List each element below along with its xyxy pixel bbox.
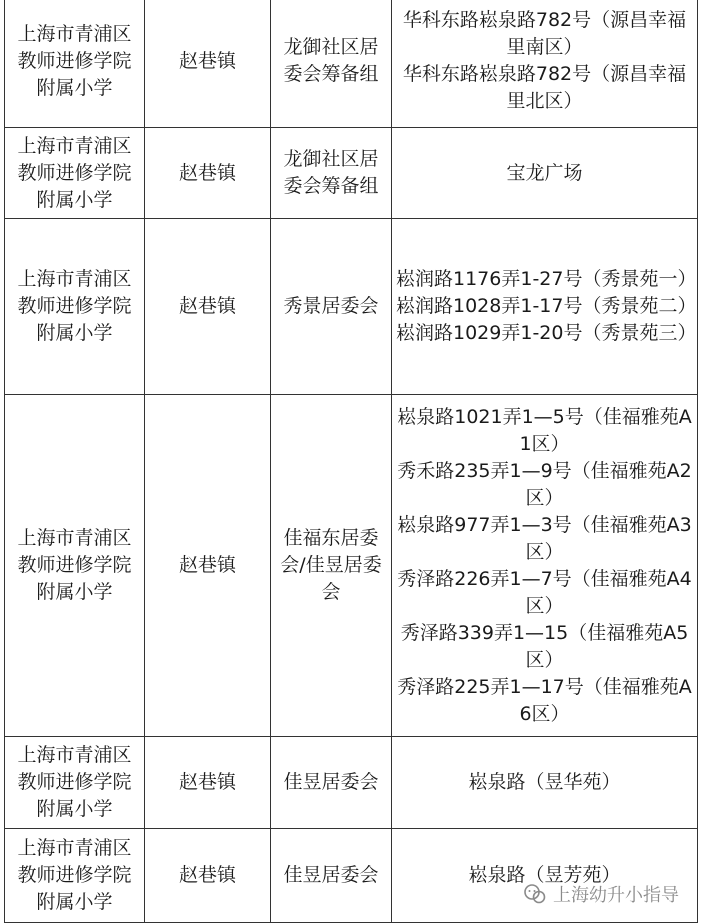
address-line: 崧润路1028弄1-17号（秀景苑二） xyxy=(396,295,697,317)
table-row xyxy=(5,128,698,219)
address-line: 宝龙广场 xyxy=(506,161,583,184)
wechat-official-account-icon xyxy=(523,883,547,905)
table-row xyxy=(5,395,698,737)
town-cell: 赵巷镇 xyxy=(145,737,271,829)
watermark-text: 上海幼升小指导 xyxy=(553,885,679,906)
committee-cell: 佳昱居委会 xyxy=(271,829,392,923)
town-cell: 赵巷镇 xyxy=(145,0,271,128)
address-cell xyxy=(392,395,698,737)
school-cell: 上海市青浦区教师进修学院附属小学 xyxy=(5,737,145,829)
address-line: 崧泉路（昱芳苑） xyxy=(468,864,621,886)
address-line: 秀禾路235弄1—9号（佳福雅苑A2区） xyxy=(397,459,692,509)
school-cell: 上海市青浦区教师进修学院附属小学 xyxy=(5,0,145,128)
town-cell: 赵巷镇 xyxy=(145,395,271,737)
town-cell: 赵巷镇 xyxy=(145,829,271,923)
address-cell xyxy=(392,0,698,128)
address-line: 秀泽路225弄1—17号（佳福雅苑A6区） xyxy=(397,675,692,725)
address-cell xyxy=(392,128,698,219)
school-cell: 上海市青浦区教师进修学院附属小学 xyxy=(5,829,145,923)
address-line: 秀泽路339弄1—15（佳福雅苑A5区） xyxy=(400,621,689,671)
address-line: 崧润路1176弄1-27号（秀景苑一） xyxy=(396,268,697,290)
address-line: 华科东路崧泉路782号（源昌幸福里南区） xyxy=(402,9,687,58)
address-cell xyxy=(392,219,698,395)
school-cell: 上海市青浦区教师进修学院附属小学 xyxy=(5,395,145,737)
committee-cell: 秀景居委会 xyxy=(271,219,392,395)
town-cell: 赵巷镇 xyxy=(145,219,271,395)
town-cell: 赵巷镇 xyxy=(145,128,271,219)
address-line: 崧泉路（昱华苑） xyxy=(468,771,621,793)
address-line: 崧泉路977弄1—3号（佳福雅苑A3区） xyxy=(397,513,692,563)
table-row xyxy=(5,219,698,395)
address-cell xyxy=(392,829,698,923)
table-row xyxy=(5,0,698,128)
address-line: 崧润路1029弄1-20号（秀景苑三） xyxy=(396,322,697,344)
watermark xyxy=(523,880,679,908)
committee-cell: 龙御社区居委会筹备组 xyxy=(271,0,392,128)
address-line: 秀泽路226弄1—7号（佳福雅苑A4区） xyxy=(397,567,692,617)
school-cell: 上海市青浦区教师进修学院附属小学 xyxy=(5,219,145,395)
committee-cell: 佳昱居委会 xyxy=(271,737,392,829)
address-line: 华科东路崧泉路782号（源昌幸福里北区） xyxy=(402,63,687,112)
table-row xyxy=(5,737,698,829)
address-line: 崧泉路1021弄1—5号（佳福雅苑A1区） xyxy=(397,405,692,455)
table-row xyxy=(5,829,698,923)
school-district-table xyxy=(4,0,698,923)
committee-cell: 龙御社区居委会筹备组 xyxy=(271,128,392,219)
school-cell: 上海市青浦区教师进修学院附属小学 xyxy=(5,128,145,219)
address-cell xyxy=(392,737,698,829)
committee-cell: 佳福东居委会/佳昱居委会 xyxy=(271,395,392,737)
